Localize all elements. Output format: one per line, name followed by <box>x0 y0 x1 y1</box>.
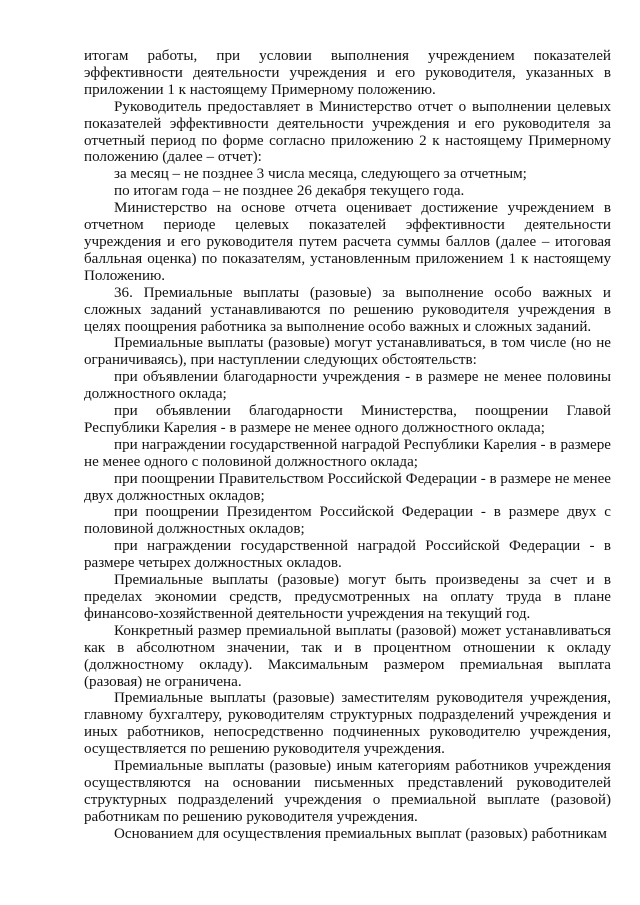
paragraph-5: Министерство на основе отчета оценивает достижение учреждением в отчетном периоде целевых показателей эффективности деятельности учреждения и его руководителя путем расчета суммы баллов (далее – итоговая балльная оценка) по показателям, установленным приложением 1 к настоящему Положению. <box>84 200 611 284</box>
paragraph-17: Премиальные выплаты (разовые) иным категориям работников учреждения осуществляются на основании письменных представлений руководителей структурных подразделений учреждения о премиальной выплате (разовой) работникам по решению руководителя учреждения. <box>84 758 611 825</box>
paragraph-8: при объявлении благодарности учреждения - в размере не менее половины должностного оклада; <box>84 369 611 403</box>
paragraph-4: по итогам года – не позднее 26 декабря текущего года. <box>114 183 465 200</box>
paragraph-18: Основанием для осуществления премиальных выплат (разовых) работникам <box>114 825 607 842</box>
paragraph-10: при награждении государственной наградой Республики Карелия - в размере не менее одного с половиной должностного оклада; <box>84 436 611 470</box>
paragraph-3: за месяц – не позднее 3 числа месяца, следующего за отчетным; <box>114 166 527 183</box>
paragraph-12: при поощрении Президентом Российской Федерации - в размере двух с половиной должностных окладов; <box>84 504 611 538</box>
paragraph-7: Премиальные выплаты (разовые) могут устанавливаться, в том числе (но не ограничиваясь), при наступлении следующих обстоятельств: <box>84 335 611 369</box>
paragraph-15: Конкретный размер премиальной выплаты (разовой) может устанавливаться как в абсолютном значении, так и в процентном отношении к окладу (должностному окладу). Максимальным размером премиальная выплата (разовая) не ограничена. <box>84 622 611 690</box>
paragraph-2: Руководитель предоставляет в Министерство отчет о выполнении целевых показателей эффективности деятельности учреждения и его руководителя за отчетный период по форме согласно приложению 2 к настоящему Примерному положению (далее – отчет): <box>84 98 611 166</box>
paragraph-11: при поощрении Правительством Российской Федерации - в размере не менее двух должностных окладов; <box>84 470 611 504</box>
paragraph-6: 36. Премиальные выплаты (разовые) за выполнение особо важных и сложных заданий устанавливаются по решению руководителя учреждения в целях поощрения работника за выполнение особо важных и сложных заданий. <box>84 284 611 335</box>
paragraph-16: Премиальные выплаты (разовые) заместителям руководителя учреждения, главному бухгалтеру, руководителям структурных подразделений учреждения и иных работников, непосредственно подчиненных руководителю учреждения, осуществляется по решению руководителя учреждения. <box>84 690 611 758</box>
paragraph-14: Премиальные выплаты (разовые) могут быть произведены за счет и в пределах экономии средств, предусмотренных на оплату труда в плане финансово-хозяйственной деятельности учреждения на текущий год. <box>84 572 611 622</box>
paragraph-13: при награждении государственной наградой Российской Федерации - в размере четырех должностных окладов. <box>84 538 611 572</box>
paragraph-9: при объявлении благодарности Министерства, поощрении Главой Республики Карелия - в размере не менее одного должностного оклада; <box>84 403 611 436</box>
paragraph-1: итогам работы, при условии выполнения учреждением показателей эффективности деятельности учреждения и его руководителя, указанных в приложении 1 к настоящему Примерному положению. <box>84 48 611 98</box>
document-page <box>84 48 611 843</box>
